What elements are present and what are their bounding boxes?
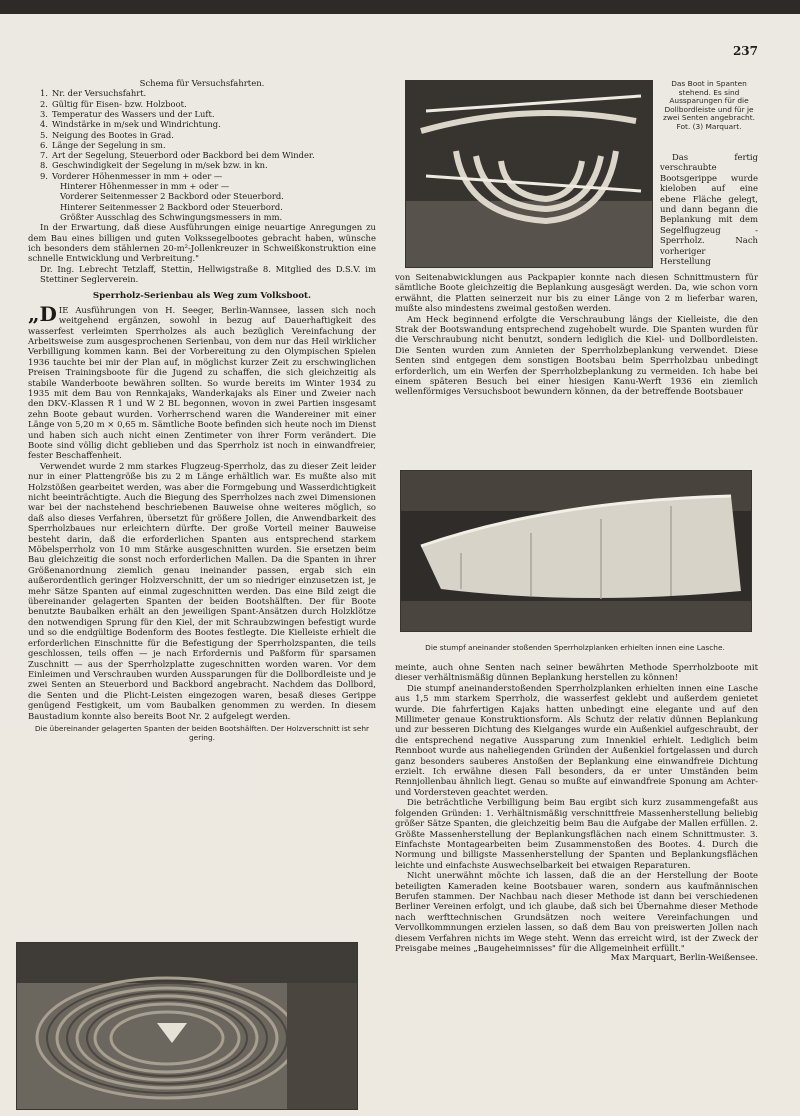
paragraph-seitenabwicklungen: von Seitenabwicklungen aus Packpapier konnte nach diesen Schnittmustern für sämtliche Boote gleichzeitig die Beplankung ausgesägt werden. Da, wie schon vorn erwähnt, die Platten seinerzeit nur bis zu einer Länge von 2 m lieferbar waren, mußte also mindestens zweimal gestoßen werden.: [395, 272, 758, 314]
schema-item-text: Windstärke in m/sek und Windrichtung.: [52, 119, 221, 130]
schema-item-text: Nr. der Versuchsfahrt.: [52, 88, 147, 99]
left-column: [28, 78, 376, 742]
paragraph-stumpf: Die stumpf aneinanderstoßenden Sperrholzplanken erhielten innen eine Lasche aus 1,5 mm starkem Sperrholz, die wasserfest geklebt und außerdem genietet wurde. Die fahrfertigen Kajaks hatten unbedingt eine elegante und auf den Millimeter genaue Konstruktionsform. Als Schutz der relativ dünnen Beplankung und zur besseren Dichtung des Kielganges wurde ein Außenkiel aufgeschraubt, der die entsprechend negative Aussparung zum Innenkiel erhielt. Lediglich beim Rennboot wurde aus naheliegenden Gründen der Außenkiel fortgelassen und durch ganz besonders sauberes Anstoßen der Beplankung eine einwandfreie Dichtung erzielt. Ich erwähne diesen Fall besonders, da er unter Umständen beim Rennjollenbau ähnlich liegt. Genau so mußte auf einwandfreie Sponung am Achter- und Vordersteven geachtet werden.: [395, 682, 758, 797]
paragraph-meinte: meinte, auch ohne Senten nach seiner bewährten Methode Sperrholzboote mit dieser verhältnismäßig dünnen Beplankung herstellen zu können!: [395, 662, 758, 683]
boat-in-frames-image: [406, 81, 652, 267]
photo-stacked-frames: [16, 942, 358, 1110]
schema-item-number: 1.: [40, 88, 48, 99]
schema-item: [28, 130, 376, 140]
schema-item-text: Temperatur des Wassers und der Luft.: [52, 109, 215, 119]
schema-item-number: 8.: [40, 160, 48, 171]
photo-planks-lasche: [400, 470, 752, 632]
schema-item: [28, 140, 376, 150]
paragraph-intro: „DIE Ausführungen von H. Seeger, Berlin-Wannsee, lassen sich noch weitgehend ergänzen, sowohl in bezug auf Dauerhaftigkeit des wasserfest verleimten Sperrholzes als auch bezüglich Vereinfachung der Arbeitsweise zum ausgesprochenen Serienbau, von dem nur das Heil wirklicher Verbilligung kommen kann. Bei der Vorbereitung zu den Olympischen Spielen 1936 tauchte bei mir der Plan auf, in möglichst kurzer Zeit zu erschwinglichen Preisen Trainingsboote für die Jugend zu schaffen, die sich gleichzeitig als stabile Wanderboote bewähren sollten. So wurde bereits im Winter 1934 zu 1935 mit dem Bau von Rennkajaks, Wanderkajaks als Einer und Zweier nach den DKV.-Klassen R 1 und W 2 BL begonnen, wovon in zwei Partien insgesamt zehn Boote gebaut wurden. Vorherrschend waren die Wandereiner mit einer Länge von 5,20 m × 0,65 m. Sämtliche Boote befinden sich heute noch im Dienst und haben sich auch nicht einen Zentimeter von ihrer Form verändert. Die Boote sind völlig dicht geblieben und das Sperrholz ist noch in einwandfreier, fester Beschaffenheit.: [28, 301, 376, 461]
schema-subline: Hinterer Seitenmesser 2 Backbord oder Steuerbord.: [60, 201, 283, 212]
schema-item-text: Art der Segelung, Steuerbord oder Backbord bei dem Winder.: [52, 150, 315, 161]
schema-item: [28, 88, 376, 98]
schema-item-text: Länge der Segelung in sm.: [52, 139, 166, 150]
photo2-caption: Die stumpf aneinander stoßenden Sperrholzplanken erhielten innen eine Lasche.: [425, 643, 725, 652]
signature-marquart: Max Marquart, Berlin-Weißensee.: [610, 953, 758, 964]
schema-item-text: Vorderer Höhenmesser in mm + oder —: [52, 170, 223, 181]
schema-item-number: 3.: [40, 109, 48, 119]
photo-caption-spanten: Die übereinander gelagerten Spanten der beiden Bootshälften. Der Holzverschnitt ist sehr gering.: [34, 723, 370, 742]
schema-item-number: 2.: [40, 98, 48, 109]
paragraph-sperrholz: Verwendet wurde 2 mm starkes Flugzeug-Sperrholz, das zu dieser Zeit leider nur in einer Plattengröße bis zu 2 m Länge erhältlich war. Es mußte also mit Holzstößen gearbeitet werden, was aber die Formgebung und Wasserdichtigkeit nicht beeinträchtigte. Auch die Biegung des Sperrholzes nach zwei Dimensionen war bei der nachstehend beschriebenen Bauweise ohne weiteres möglich, so daß also dieses Verfahren, übersetzt für größere Jollen, die Anwendbarkeit des Sperrholzbaues nur erleichtern dürfte. Der große Vorteil meiner Bauweise besteht darin, daß die erforderlichen Spanten aus entsprechend starkem Möbelsperrholz von 10 mm Stärke ausgeschnitten wurden. Sie ersetzen beim Bau gleichzeitig die sonst noch erforderlichen Mallen. Da die Spanten in ihrer Größenanordnung ziemlich genau ineinander passen, ergab sich ein außerordentlich geringer Holzverschnitt, der um so niedriger einzusetzen ist, je mehr Sätze Spanten auf einmal zugeschnitten werden. Das eine Bild zeigt die übereinander gelagerten Spanten der beiden Bootshälften. Der für Boote benutzte Baubalken erhält an den jeweiligen Spant-Ansätzen durch Holzklötze den notwendigen Sprung für den Kiel, der mit Schraubzwingen befestigt wurde und so die endgültige Bodenform des Bootes festlegte. Die Kielleiste erhielt die erforderlichen Einschnitte für die Befestigung der Sperrholzspanten, die teils geschlossen, teils offen — je nach Erfordernis und Paßform für sparsamen Zuschnitt — aus der Sperrholzplatte zugeschnitten worden waren. Vor dem Einleimen und Verschrauben wurden Aussparungen für die Dollbordleiste und je zwei Senten an Steuerbord und Backbord angebracht. Nachdem das Dollbord, die Senten und die Plicht-Leisten eingezogen waren, besaß dieses Gerippe genügend Festigkeit, um vom Baubalken genommen zu werden. In diesem Baustadium konnte also bereits Boot Nr. 2 aufgelegt werden.: [28, 460, 376, 721]
schema-item-text: Geschwindigkeit der Segelung in m/sek bzw. in kn.: [52, 160, 268, 171]
stacked-frames-image: [17, 943, 357, 1109]
schema-list: [28, 88, 376, 181]
top-edge-shadow: [0, 0, 800, 14]
right-side-text: Das fertig verschraubte Bootsgerippe wurde kieloben auf eine ebene Fläche gelegt, und dann begann die Beplankung mit dem Segelflugzeug - Sperrholz. Nach vorheriger Herstellung: [660, 152, 758, 267]
schema-item: [28, 160, 376, 170]
photo-boat-in-frames: [405, 80, 653, 268]
signature-tetzlaff: Dr. Ing. Lebrecht Tetzlaff, Stettin, Hellwigstraße 8. Mitglied des D.S.V. im Stettiner Seglerverein.: [40, 263, 376, 285]
schema-item-text: Gültig für Eisen- bzw. Holzboot.: [52, 98, 187, 109]
schema-item: [28, 150, 376, 160]
section-title: Sperrholz-Serienbau als Weg zum Volksboot.: [92, 290, 312, 301]
paragraph-heck: Am Heck beginnend erfolgte die Verschraubung längs der Kielleiste, die den Strak der Bootswandung entsprechend zugehobelt wurde. Die Spanten wurden für die Verschraubung nicht benutzt, sondern lediglich die Kiel- und Dollbordleisten. Die Senten wurden zum Annieten der Sperrholzbeplankung verwendet. Diese Senten sind entgegen dem sonstigen Bootsbau beim Sperrholzbau unbedingt erforderlich, um ein Werfen der Sperrholzbeplankung zu vermeiden. Ich habe bei einem späteren Besuch bei einer hiesigen Kanu-Werft 1936 ein ziemlich wellenförmiges Versuchsboot bewundern können, da der betreffende Bootsbauer: [395, 313, 758, 397]
schema-item: [28, 99, 376, 109]
page-number: 237: [732, 44, 758, 58]
schema-subline: Hinterer Höhenmesser in mm + oder —: [60, 181, 230, 192]
dropcap: „D: [28, 301, 57, 326]
paragraph-verbilligung: Die beträchtliche Verbilligung beim Bau ergibt sich kurz zusammengefaßt aus folgenden Gründen: 1. Verhältnismäßig verschnittfreie Massenherstellung beliebig größer Sätze Spanten, die gleichzeitig beim Bau die Aufgabe der Mallen erfüllen. 2. Größte Massenherstellung der Beplankungsflächen nach einem Schnittmuster. 3. Einfachste Montagearbeiten beim Zusammenstoßen des Bootes. 4. Durch die Normung und billigste Massenherstellung der Spanten und Beplankungsflächen leichte und einfachste Auswechselbarkeit bei etwaigen Reparaturen.: [395, 797, 758, 870]
photo1-caption: Das Boot in Spanten stehend. Es sind Aussparungen für die Dollbordleiste und für je zwei Senten angebracht. Fot. (3) Marquart.: [663, 79, 755, 131]
schema-item: [28, 171, 376, 181]
schema-item-number: 7.: [40, 150, 48, 161]
schema-sublines: [28, 181, 376, 222]
right-column-lower: [395, 662, 758, 964]
schema-title: Schema für Versuchsfahrten.: [139, 78, 265, 88]
schema-item-number: 6.: [40, 139, 48, 150]
schema-item-number: 9.: [40, 170, 48, 181]
planks-image: [401, 471, 751, 631]
schema-subline: Vorderer Seitenmesser 2 Backbord oder Steuerbord.: [60, 191, 284, 202]
schema-subline: Größter Ausschlag des Schwingungsmessers in mm.: [60, 211, 283, 222]
schema-item-number: 5.: [40, 129, 48, 140]
paragraph-nicht: Nicht unerwähnt möchte ich lassen, daß die an der Herstellung der Boote beteiligten Kameraden keine Bootsbauer waren, sondern aus kaufmännischen Berufen stammen. Der Nachbau nach dieser Methode ist dann bei verschiedenen Berliner Vereinen erfolgt, und ich glaube, daß sich bei Übernahme dieser Methode nach werfttechnischen Grundsätzen noch weitere Vereinfachungen und Vervollkommnungen erzielen lassen, so daß dem Bau von preiswerten Jollen nach diesem Verfahren nichts im Wege steht. Wenn das erreicht wird, ist der Zweck der Preisgabe meines „Baugeheimnisses" für die Allgemeinheit erfüllt.": [395, 870, 758, 953]
schema-item-number: 4.: [40, 119, 48, 130]
schema-item: [28, 109, 376, 119]
schema-closing: In der Erwartung, daß diese Ausführungen einige neuartige Anregungen zu dem Bau eines billigen und guten Volkssegelbootes gebracht haben, wünsche ich besonders dem stählernen 20-m²-Jollenkreuzer in Schweißkonstruktion eine schnelle Entwicklung und Verbreitung.": [28, 222, 376, 264]
schema-item: [28, 119, 376, 129]
right-column-upper: [395, 272, 758, 397]
schema-item-text: Neigung des Bootes in Grad.: [52, 129, 174, 140]
